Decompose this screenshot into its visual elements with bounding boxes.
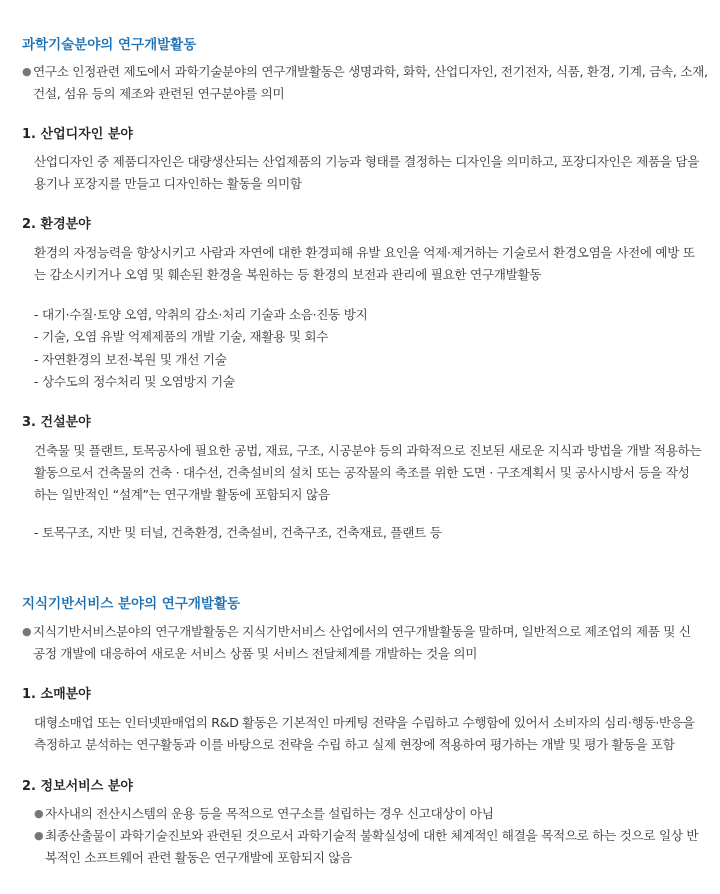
intro-line: 연구소 인정관련 제도에서 과학기술분야의 연구개발활동은 생명과학, 화학, 산업디자인, 전기전자, 식품, 환경, 기계, 금속, 소재, xyxy=(33,64,708,79)
text-line: 대형소매업 또는 인터넷판매업의 R&D 활동은 기본적인 마케팅 전략을 수립하고 수행함에 있어서 소비자의 심리·행동·반응을 xyxy=(34,715,695,730)
list-item: - 기술, 오염 유발 억제제품의 개발 기술, 재활용 및 회수 xyxy=(34,329,329,345)
text-line: 환경의 자정능력을 향상시키고 사람과 자연에 대한 환경피해 유발 요인을 억제·제거하는 기술로서 환경오염을 사전에 예방 또 xyxy=(34,245,695,260)
heading-construction: 3. 건설분야 xyxy=(22,415,91,430)
info-service-list xyxy=(34,803,714,869)
text-line: 복적인 소프트웨어 관련 활동은 연구개발에 포함되지 않음 xyxy=(45,850,352,865)
list-item: - 상수도의 정수처리 및 오염방지 기술 xyxy=(34,373,235,389)
knowledge-intro xyxy=(22,621,714,665)
list-item xyxy=(34,825,714,869)
list-item: - 토목구조, 지반 및 터널, 건축환경, 건축설비, 건축구조, 건축재료, 플랜트 등 xyxy=(34,525,442,540)
industrial-design-text xyxy=(34,151,714,195)
intro-line: 지식기반서비스분야의 연구개발활동은 지식기반서비스 산업에서의 연구개발활동을 말하며, 일반적으로 제조업의 제품 및 신 xyxy=(33,624,691,639)
text-line: 하는 일반적인 “설계”는 연구개발 활동에 포함되지 않음 xyxy=(34,487,330,502)
heading-industrial-design: 1. 산업디자인 분야 xyxy=(22,127,133,142)
text-line: 건축물 및 플랜트, 토목공사에 필요한 공법, 재료, 구조, 시공분야 등의 과학적으로 진보된 새로운 지식과 방법을 개발 적용하는 xyxy=(34,443,702,458)
list-item xyxy=(34,803,714,825)
intro-line: 공정 개발에 대응하여 새로운 서비스 상품 및 서비스 전달체계를 개발하는 것을 의미 xyxy=(33,646,478,661)
text-line: 측정하고 분석하는 연구활동과 이를 바탕으로 전략을 수립 하고 실제 현장에 적용하여 평가하는 개발 및 평가 활동을 포함 xyxy=(34,737,675,752)
bullet-icon: ● xyxy=(22,625,32,638)
list-item: - 대기·수질·토양 오염, 악취의 감소·처리 기술과 소음·진동 방지 xyxy=(34,307,368,322)
text-line: 는 감소시키거나 오염 및 훼손된 환경을 복원하는 등 환경의 보전과 관리에 필요한 연구개발활동 xyxy=(34,267,542,282)
science-intro xyxy=(22,61,714,105)
environment-list xyxy=(34,304,714,393)
environment-text xyxy=(34,242,714,286)
construction-list xyxy=(34,522,714,544)
section-title-science: 과학기술분야의 연구개발활동 xyxy=(22,37,197,53)
text-line: 활동으로서 건축물의 건축 · 대수선, 건축설비의 설치 또는 공작물의 축조를 위한 도면 · 구조계획서 및 공사시방서 등을 작성 xyxy=(34,465,690,480)
heading-info-service: 2. 정보서비스 분야 xyxy=(22,779,133,794)
text-line: 산업디자인 중 제품디자인은 대량생산되는 산업제품의 기능과 형태를 결정하는 디자인을 의미하고, 포장디자인은 제품을 담을 xyxy=(34,154,700,169)
text-line: 용기나 포장지를 만들고 디자인하는 활동을 의미함 xyxy=(34,176,302,191)
retail-text xyxy=(34,712,714,756)
text-line: 최종산출물이 과학기술진보와 관련된 것으로서 과학기술적 불확실성에 대한 체계적인 해결을 목적으로 하는 것으로 일상 반 xyxy=(45,828,699,843)
intro-line: 건설, 섬유 등의 제조와 관련된 연구분야를 의미 xyxy=(33,86,285,101)
section-title-knowledge-service: 지식기반서비스 분야의 연구개발활동 xyxy=(22,596,241,612)
heading-environment: 2. 환경분야 xyxy=(22,217,91,232)
text-line: 자사내의 전산시스템의 운용 등을 목적으로 연구소를 설립하는 경우 신고대상이 아님 xyxy=(45,806,494,821)
construction-text xyxy=(34,440,714,506)
list-item: - 자연환경의 보전·복원 및 개선 기술 xyxy=(34,351,227,367)
bullet-icon: ● xyxy=(34,807,44,820)
bullet-icon: ● xyxy=(34,829,44,842)
bullet-icon: ● xyxy=(22,65,32,78)
heading-retail: 1. 소매분야 xyxy=(22,687,91,702)
